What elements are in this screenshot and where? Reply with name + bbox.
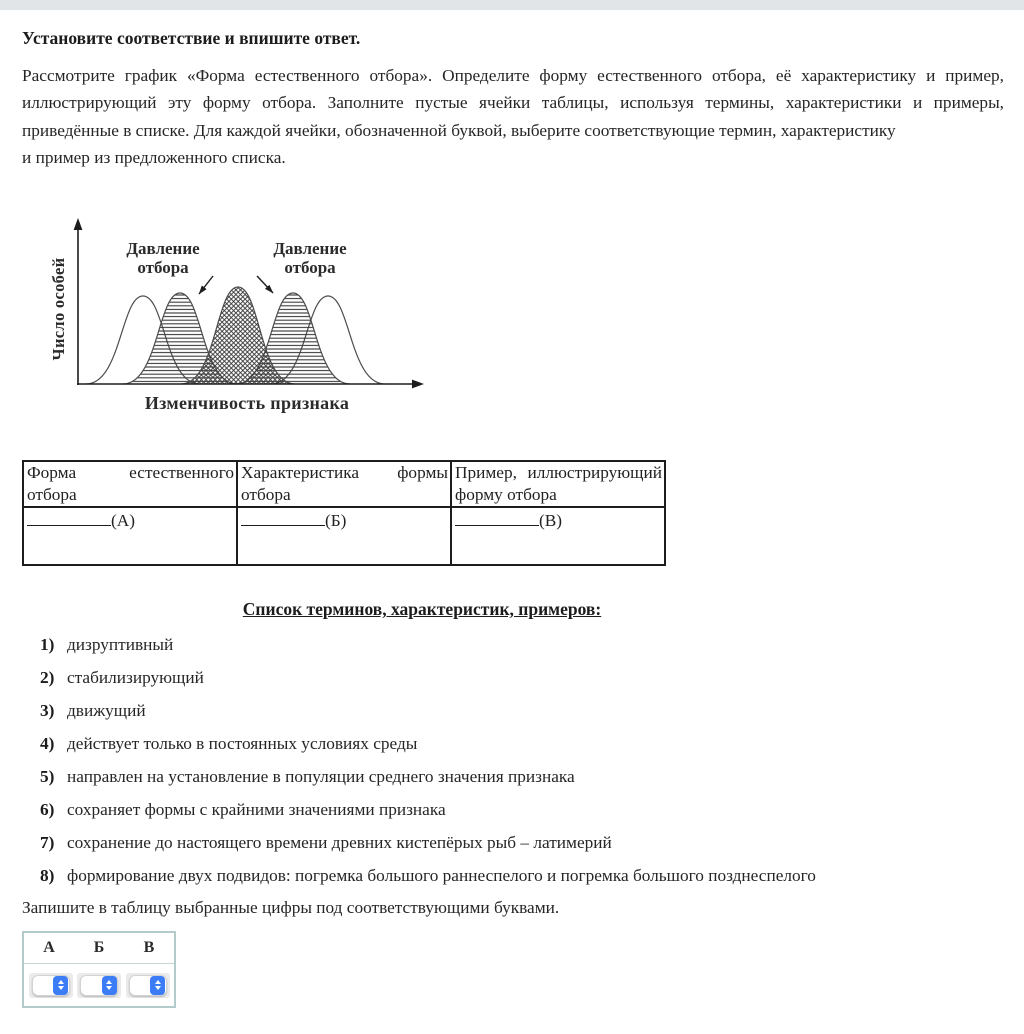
chevron-down-icon — [58, 986, 64, 990]
answer-select-b-control[interactable] — [80, 975, 118, 996]
item-text: действует только в постоянных условиях среды — [67, 734, 418, 753]
chevron-up-icon — [58, 980, 64, 984]
item-number: 2) — [40, 668, 55, 687]
answer-table-header — [24, 933, 174, 964]
list-item — [22, 727, 982, 760]
item-text: стабилизирующий — [67, 668, 204, 687]
item-text: формирование двух подвидов: погремка большого раннеспелого и погремка большого позднеспелого — [67, 866, 816, 885]
item-text: сохранение до настоящего времени древних кистепёрых рыб – латимерий — [67, 833, 612, 852]
question-table-header-characteristic: Характеристика формы отбора — [237, 461, 451, 507]
intro-line: приведённые в списке. Для каждой ячейки, обозначенной буквой, выберите соответствующие термин, характеристику — [22, 120, 896, 140]
top-scroll-strip — [0, 0, 1024, 10]
stepper-icon[interactable] — [53, 976, 68, 995]
intro-line: иллюстрирующий эту форму отбора. Заполните пустые ячейки таблицы, используя термины, характеристики и примеры, — [22, 93, 1004, 113]
stepper-icon[interactable] — [150, 976, 165, 995]
list-item — [22, 859, 982, 892]
question-table-blank-row — [23, 507, 665, 565]
figure-y-axis-label: Число особей — [49, 257, 68, 361]
list-item — [22, 628, 982, 661]
list-item — [22, 760, 982, 793]
item-text: дизруптивный — [67, 635, 174, 654]
answer-select-a-control[interactable] — [32, 975, 70, 996]
blank-underline — [27, 510, 111, 526]
write-answer-instruction: Запишите в таблицу выбранные цифры под соответствующими буквами. — [22, 898, 560, 917]
figure-pressure-label-right: Давление отбора — [273, 239, 347, 277]
item-number: 8) — [40, 866, 55, 885]
question-table-header-form: Форма естественного отбора — [23, 461, 237, 507]
answer-select-a[interactable] — [29, 973, 73, 998]
list-item — [22, 793, 982, 826]
blank-label-b: (Б) — [325, 511, 347, 530]
terms-list — [22, 628, 982, 892]
question-table-cell-a — [23, 507, 237, 565]
answer-table-body — [24, 964, 174, 1006]
chevron-up-icon — [155, 980, 161, 984]
bell-curves — [86, 287, 385, 384]
intro-line: Рассмотрите график «Форма естественного отбора». Определите форму естественного отбора, её характеристику и пример, — [22, 66, 1004, 85]
item-number: 3) — [40, 701, 55, 720]
figure-pressure-label-left: Давление отбора — [126, 239, 200, 277]
answer-column-v: В — [143, 939, 155, 956]
list-item — [22, 661, 982, 694]
item-number: 4) — [40, 734, 55, 753]
item-text: сохраняет формы с крайними значениями признака — [67, 800, 446, 819]
list-item — [22, 826, 982, 859]
chevron-up-icon — [106, 980, 112, 984]
stepper-icon[interactable] — [102, 976, 117, 995]
blank-label-a: (А) — [111, 511, 135, 530]
blank-underline — [241, 510, 325, 526]
item-number: 6) — [40, 800, 55, 819]
question-table-cell-v — [451, 507, 665, 565]
item-text: движущий — [67, 701, 146, 720]
intro-paragraph — [22, 62, 1004, 172]
selection-diagram — [45, 214, 445, 419]
terms-list-title: Список терминов, характеристик, примеров: — [242, 599, 602, 619]
item-number: 1) — [40, 635, 55, 654]
item-number: 7) — [40, 833, 55, 852]
question-table-cell-b — [237, 507, 451, 565]
answer-select-b[interactable] — [77, 973, 121, 998]
question-table-header-row — [23, 461, 665, 507]
chevron-down-icon — [106, 986, 112, 990]
item-number: 5) — [40, 767, 55, 786]
list-item — [22, 694, 982, 727]
task-title: Установите соответствие и впишите ответ. — [22, 28, 361, 48]
answer-table — [22, 931, 176, 1008]
answer-select-v[interactable] — [126, 973, 170, 998]
question-table — [22, 460, 666, 566]
question-table-header-example: Пример, иллюстрирующий форму отбора — [451, 461, 665, 507]
answer-select-v-control[interactable] — [129, 975, 167, 996]
intro-line: и пример из предложенного списка. — [22, 148, 286, 168]
figure-x-axis-label: Изменчивость признака — [144, 393, 350, 413]
blank-underline — [455, 510, 539, 526]
blank-label-v: (В) — [539, 511, 563, 530]
answer-column-a: А — [43, 939, 55, 956]
chevron-down-icon — [155, 986, 161, 990]
answer-column-b: Б — [93, 939, 105, 956]
item-text: направлен на установление в популяции среднего значения признака — [67, 767, 575, 786]
